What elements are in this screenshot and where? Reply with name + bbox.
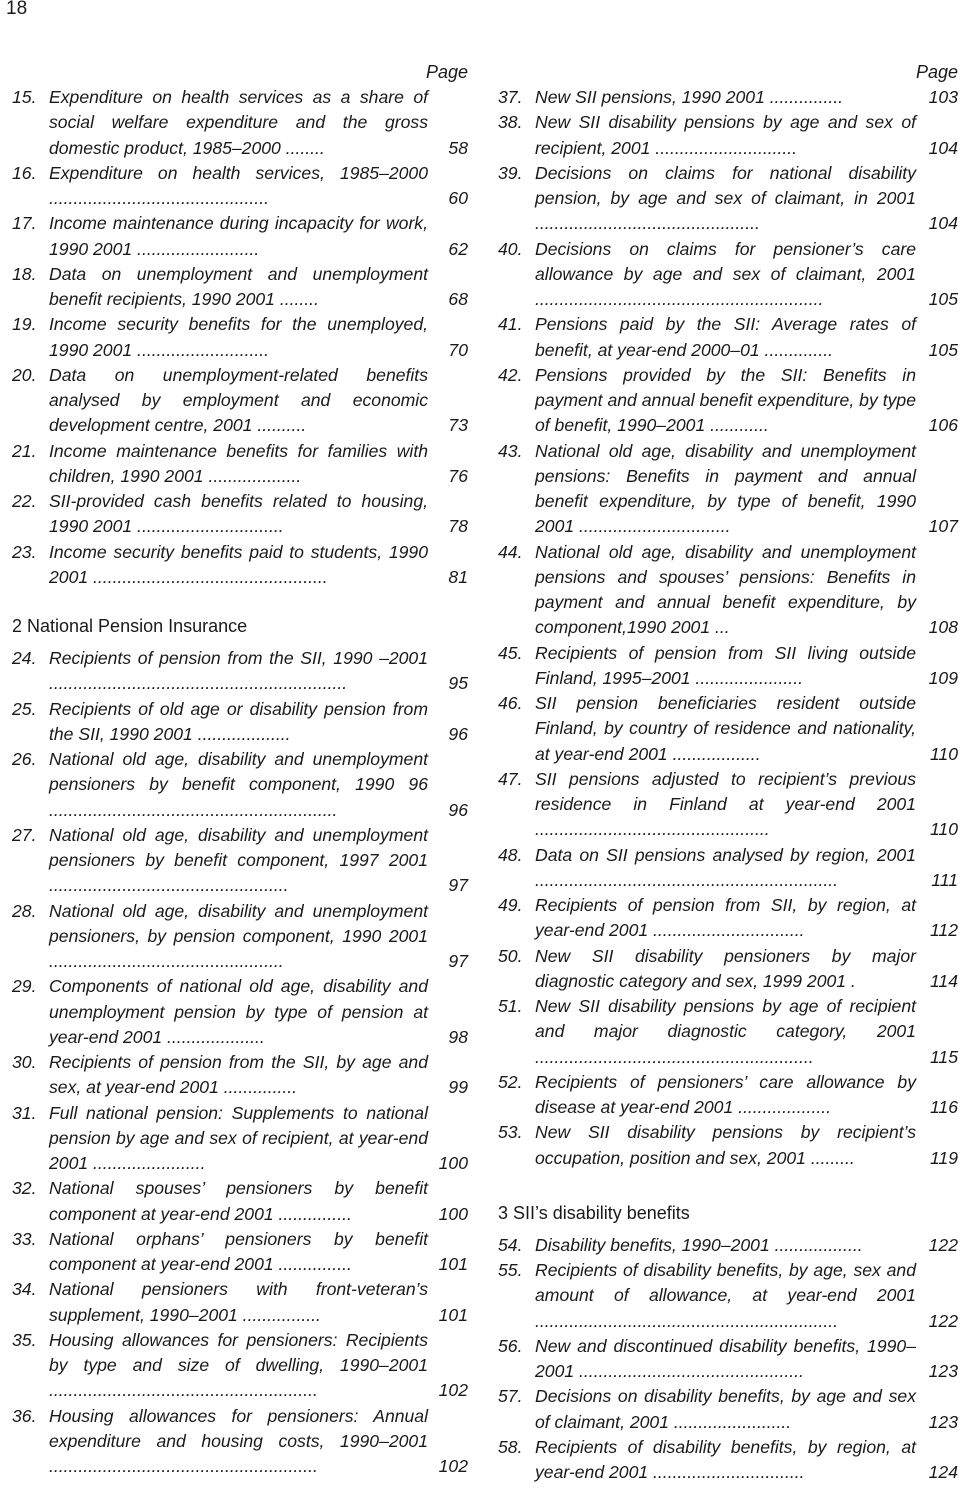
toc-entry-page: 73 bbox=[448, 415, 468, 436]
toc-entry bbox=[498, 1384, 958, 1435]
toc-entry-page: 98 bbox=[448, 1026, 468, 1047]
toc-entry-number: 19. bbox=[12, 314, 37, 335]
toc-entry-title: Data on SII pensions analysed by region, 2001 .............................................................. bbox=[535, 844, 916, 890]
toc-entry bbox=[498, 767, 958, 843]
toc-entry bbox=[12, 1277, 468, 1328]
toc-entry-title: National old age, disability and unemployment pensioners by benefit component, 1990 96 ........................................................... bbox=[49, 749, 428, 820]
section-heading: 3 SII’s disability benefits bbox=[498, 1202, 690, 1223]
toc-entry-title: Disability benefits, 1990–2001 .................. bbox=[535, 1234, 863, 1255]
toc-entry-page: 96 bbox=[448, 723, 468, 744]
toc-entry-page: 102 bbox=[438, 1456, 468, 1476]
toc-entry-page: 81 bbox=[448, 566, 468, 587]
toc-entry-number: 21. bbox=[12, 440, 37, 461]
toc-entry-title: National old age, disability and unemployment pensioners by benefit component, 1997 2001 ................................................. bbox=[49, 824, 428, 896]
toc-entry bbox=[498, 994, 958, 1070]
toc-entry-page: 99 bbox=[448, 1077, 468, 1098]
toc-entry-page: 111 bbox=[931, 869, 958, 890]
page-number: 18 bbox=[6, 0, 28, 19]
toc-entry-number: 58. bbox=[498, 1436, 523, 1457]
toc-entry-page: 109 bbox=[928, 667, 958, 688]
toc-entry bbox=[498, 843, 958, 894]
toc-entry-number: 17. bbox=[12, 213, 37, 234]
toc-entry-number: 32. bbox=[12, 1178, 37, 1199]
toc-entry-title: National orphans’ pensioners by benefit component at year-end 2001 ............... bbox=[49, 1228, 428, 1274]
section-heading: 2 National Pension Insurance bbox=[12, 616, 248, 636]
toc-entry-number: 44. bbox=[498, 541, 523, 562]
toc-entry-page: 96 bbox=[448, 799, 468, 820]
toc-entry bbox=[12, 974, 468, 1050]
toc-entry-title: Expenditure on health services, 1985–2000 ............................................. bbox=[49, 162, 428, 208]
toc-entry bbox=[498, 1120, 958, 1171]
toc-entry-page: 124 bbox=[928, 1462, 958, 1482]
toc-entry-title: Recipients of disability benefits, by age, sex and amount of allowance, at year-end 2001 .............................................................. bbox=[535, 1260, 916, 1331]
toc-entry-page: 62 bbox=[448, 238, 468, 259]
toc-entry-title: Recipients of pension from SII, by region, at year-end 2001 ............................... bbox=[535, 895, 916, 941]
toc-entry bbox=[498, 944, 958, 995]
toc-entry-page: 78 bbox=[448, 516, 468, 537]
toc-entry-page: 110 bbox=[929, 743, 958, 764]
toc-entry-number: 39. bbox=[498, 162, 523, 183]
toc-entry-title: National old age, disability and unemployment pensions and spouses’ pensions: Benefits in payment and annual benefit expenditure, by component,1990 2001 ... bbox=[535, 541, 916, 638]
toc-entry-title: SII pensions adjusted to recipient’s previous residence in Finland at year-end 2001 ................................................ bbox=[535, 768, 916, 840]
toc-entry bbox=[498, 85, 958, 110]
toc-entry-number: 16. bbox=[12, 162, 37, 183]
toc-entry-number: 57. bbox=[498, 1386, 523, 1407]
toc-entry-number: 31. bbox=[12, 1102, 37, 1123]
toc-entry-page: 104 bbox=[928, 137, 958, 158]
toc-entry-title: Pensions provided by the SII: Benefits in payment and annual benefit expenditure, by type of benefit, 1990–2001 ............ bbox=[535, 364, 916, 436]
toc-entry-number: 41. bbox=[498, 314, 523, 335]
toc-entry-title: Data on unemployment and unemployment benefit recipients, 1990 2001 ........ bbox=[49, 263, 428, 309]
toc-entry bbox=[12, 1101, 468, 1177]
toc-entry-title: New SII disability pensions by age of recipient and major diagnostic category, 2001 ......................................................... bbox=[535, 996, 916, 1067]
toc-column-right bbox=[498, 60, 958, 1485]
toc-entry-page: 95 bbox=[448, 673, 468, 694]
toc-list bbox=[12, 646, 468, 1479]
toc-entry-number: 46. bbox=[498, 693, 523, 713]
toc-entry bbox=[498, 312, 958, 363]
toc-entry-number: 51. bbox=[498, 996, 523, 1016]
toc-entry-title: New SII disability pensions by age and sex of recipient, 2001 ............................. bbox=[535, 112, 916, 158]
toc-entry bbox=[498, 161, 958, 237]
toc-entry-page: 123 bbox=[928, 1411, 958, 1432]
toc-entry-number: 35. bbox=[12, 1329, 37, 1350]
toc-entry bbox=[498, 641, 958, 692]
toc-entry bbox=[12, 161, 468, 212]
toc-entry-page: 110 bbox=[929, 819, 958, 840]
toc-entry-page: 106 bbox=[928, 415, 958, 436]
toc-entry-title: Recipients of pension from the SII, by age and sex, at year-end 2001 ............... bbox=[49, 1052, 428, 1098]
toc-entry-number: 48. bbox=[498, 844, 523, 865]
toc-entry-page: 105 bbox=[928, 339, 958, 360]
toc-entry-page: 122 bbox=[928, 1234, 958, 1255]
toc-entry bbox=[498, 363, 958, 439]
toc-entry bbox=[498, 893, 958, 944]
toc-entry-title: Decisions on disability benefits, by age and sex of claimant, 2001 ........................ bbox=[535, 1386, 916, 1432]
toc-entry-number: 25. bbox=[12, 698, 37, 719]
toc-entry bbox=[12, 1328, 468, 1404]
toc-entry bbox=[12, 1227, 468, 1278]
toc-entry-page: 58 bbox=[448, 137, 468, 158]
toc-entry-title: SII pension beneficiaries resident outside Finland, by country of residence and nationality, at year-end 2001 .................. bbox=[535, 693, 916, 764]
toc-entry bbox=[12, 1176, 468, 1227]
toc-entry-title: New SII disability pensioners by major diagnostic category and sex, 1999 2001 . bbox=[535, 945, 916, 991]
toc-entry-number: 26. bbox=[12, 749, 37, 769]
toc-entry-number: 56. bbox=[498, 1335, 523, 1356]
toc-entry-title: National pensioners with front-veteran’s supplement, 1990–2001 ................ bbox=[49, 1279, 428, 1325]
toc-entry-page: 108 bbox=[928, 617, 958, 638]
toc-entry-title: Decisions on claims for national disability pension, by age and sex of claimant, in 2001 .............................................. bbox=[535, 162, 916, 234]
toc-entry-page: 115 bbox=[929, 1046, 958, 1067]
toc-entry-title: Income security benefits for the unemployed, 1990 2001 ........................... bbox=[49, 314, 428, 360]
toc-entry-number: 28. bbox=[12, 900, 37, 921]
toc-entry bbox=[12, 85, 468, 161]
toc-entry-page: 101 bbox=[438, 1304, 468, 1325]
toc-entry bbox=[12, 312, 468, 363]
toc-entry-number: 27. bbox=[12, 824, 37, 845]
toc-entry-title: Recipients of disability benefits, by region, at year-end 2001 ............................... bbox=[535, 1436, 916, 1482]
toc-entry-title: Data on unemployment-related benefits analysed by employment and economic development centre, 2001 .......... bbox=[49, 364, 428, 436]
toc-entry-title: Full national pension: Supplements to national pension by age and sex of recipient, at year-end 2001 ....................... bbox=[49, 1102, 428, 1173]
toc-entry-page: 102 bbox=[438, 1380, 468, 1401]
toc-entry-number: 40. bbox=[498, 238, 523, 259]
toc-list bbox=[12, 85, 468, 590]
toc-entry-page: 60 bbox=[448, 188, 468, 208]
toc-entry-number: 36. bbox=[12, 1405, 37, 1426]
toc-entry-title: Income maintenance benefits for families with children, 1990 2001 ................... bbox=[49, 440, 428, 486]
toc-entry-page: 107 bbox=[928, 516, 958, 537]
toc-entry-page: 105 bbox=[928, 289, 958, 309]
toc-entry-number: 29. bbox=[12, 976, 37, 997]
toc-list bbox=[498, 1233, 958, 1486]
toc-entry-number: 49. bbox=[498, 895, 523, 915]
toc-entry bbox=[498, 1070, 958, 1121]
toc-entry-page: 100 bbox=[438, 1203, 468, 1224]
toc-entry bbox=[498, 439, 958, 540]
toc-column-left bbox=[12, 60, 468, 1479]
toc-entry-title: National old age, disability and unemployment pensioners, by pension component, 1990 2001 ................................................ bbox=[49, 900, 428, 971]
toc-entry-number: 18. bbox=[12, 263, 37, 284]
toc-entry-title: Components of national old age, disability and unemployment pension by type of pension at year-end 2001 .................... bbox=[49, 976, 428, 1047]
toc-entry-title: Recipients of old age or disability pension from the SII, 1990 2001 ................... bbox=[49, 698, 428, 744]
toc-entry-number: 37. bbox=[498, 87, 523, 107]
page-column-header: Page bbox=[425, 62, 468, 82]
toc-entry-title: SII-provided cash benefits related to housing, 1990 2001 .............................. bbox=[49, 491, 428, 537]
toc-entry-number: 24. bbox=[12, 648, 37, 668]
toc-entry-page: 70 bbox=[448, 339, 468, 360]
toc-entry bbox=[12, 1404, 468, 1480]
toc-entry-number: 45. bbox=[498, 642, 523, 663]
toc-entry bbox=[498, 540, 958, 641]
toc-entry-page: 116 bbox=[929, 1097, 958, 1117]
toc-entry-page: 97 bbox=[448, 951, 468, 971]
toc-entry bbox=[12, 823, 468, 899]
toc-entry-page: 68 bbox=[448, 289, 468, 309]
toc-entry-number: 55. bbox=[498, 1260, 523, 1280]
toc-entry bbox=[12, 646, 468, 697]
toc-entry-title: New SII pensions, 1990 2001 ............... bbox=[535, 87, 844, 107]
toc-list bbox=[498, 85, 958, 1171]
toc-entry bbox=[12, 262, 468, 313]
toc-entry bbox=[498, 691, 958, 767]
toc-entry-title: Housing allowances for pensioners: Annual expenditure and housing costs, 1990–2001 ....................................................... bbox=[49, 1405, 428, 1476]
toc-entry-number: 42. bbox=[498, 364, 523, 385]
toc-entry-title: Recipients of pensioners’ care allowance by disease at year-end 2001 ................... bbox=[535, 1071, 916, 1117]
toc-entry-number: 38. bbox=[498, 112, 523, 133]
toc-entry bbox=[12, 697, 468, 748]
toc-entry-title: Decisions on claims for pensioner’s care allowance by age and sex of claimant, 2001 ........................................................... bbox=[535, 238, 916, 309]
toc-entry-page: 114 bbox=[929, 970, 958, 991]
toc-entry bbox=[498, 1435, 958, 1486]
toc-entry-number: 50. bbox=[498, 945, 523, 966]
toc-entry-title: Housing allowances for pensioners: Recipients by type and size of dwelling, 1990–2001 ....................................................... bbox=[49, 1329, 428, 1401]
toc-entry-page: 101 bbox=[438, 1254, 468, 1274]
toc-entry bbox=[498, 1334, 958, 1385]
toc-entry-number: 23. bbox=[12, 541, 37, 562]
toc-entry bbox=[12, 489, 468, 540]
toc-entry-title: National old age, disability and unemployment pensions: Benefits in payment and annual benefit expenditure, by type of benefit, 1990 2001 ............................... bbox=[535, 440, 916, 537]
page-column-header: Page bbox=[915, 62, 958, 82]
toc-entry bbox=[498, 1258, 958, 1334]
toc-entry-title: National spouses’ pensioners by benefit component at year-end 2001 ............... bbox=[49, 1178, 428, 1224]
toc-entry-number: 43. bbox=[498, 440, 523, 461]
toc-entry-number: 52. bbox=[498, 1071, 523, 1092]
toc-entry-page: 122 bbox=[928, 1310, 958, 1331]
toc-entry-page: 112 bbox=[929, 920, 958, 941]
toc-entry-number: 47. bbox=[498, 768, 523, 789]
toc-entry-number: 22. bbox=[12, 491, 37, 511]
toc-entry bbox=[12, 211, 468, 262]
toc-entry-title: Recipients of pension from SII living outside Finland, 1995–2001 ...................... bbox=[535, 642, 916, 688]
toc-entry-title: Income maintenance during incapacity for work, 1990 2001 ......................... bbox=[49, 213, 428, 259]
toc-entry-number: 30. bbox=[12, 1052, 37, 1072]
toc-entry-page: 97 bbox=[448, 875, 468, 896]
toc-entry-number: 54. bbox=[498, 1234, 523, 1255]
toc-entry-page: 119 bbox=[929, 1147, 958, 1168]
toc-entry bbox=[12, 899, 468, 975]
toc-entry-number: 33. bbox=[12, 1228, 37, 1249]
toc-entry bbox=[498, 1233, 958, 1258]
toc-entry-number: 15. bbox=[12, 87, 37, 107]
toc-entry-page: 123 bbox=[928, 1361, 958, 1381]
toc-entry-title: Pensions paid by the SII: Average rates of benefit, at year-end 2000–01 .............. bbox=[535, 314, 916, 360]
toc-entry bbox=[12, 747, 468, 823]
toc-entry-page: 104 bbox=[928, 213, 958, 234]
toc-entry-title: Expenditure on health services as a share of social welfare expenditure and the gross domestic product, 1985–2000 ........ bbox=[49, 87, 428, 158]
toc-entry-number: 53. bbox=[498, 1122, 523, 1143]
toc-entry bbox=[12, 363, 468, 439]
toc-entry-number: 20. bbox=[12, 364, 37, 385]
toc-entry-title: New SII disability pensions by recipient’s occupation, position and sex, 2001 ......... bbox=[535, 1122, 916, 1168]
toc-entry-number: 34. bbox=[12, 1279, 37, 1300]
toc-entry bbox=[12, 540, 468, 591]
toc-entry bbox=[498, 237, 958, 313]
toc-entry-page: 103 bbox=[928, 87, 958, 107]
toc-entry-title: Recipients of pension from the SII, 1990 –2001 ............................................................. bbox=[49, 648, 428, 694]
toc-entry-page: 100 bbox=[438, 1153, 468, 1173]
toc-entry-page: 76 bbox=[448, 465, 468, 486]
toc-entry bbox=[12, 1050, 468, 1101]
toc-entry bbox=[12, 439, 468, 490]
toc-entry-title: Income security benefits paid to students, 1990 2001 ................................................ bbox=[49, 541, 428, 587]
toc-entry-title: New and discontinued disability benefits, 1990–2001 .............................................. bbox=[535, 1335, 916, 1381]
toc-entry bbox=[498, 110, 958, 161]
